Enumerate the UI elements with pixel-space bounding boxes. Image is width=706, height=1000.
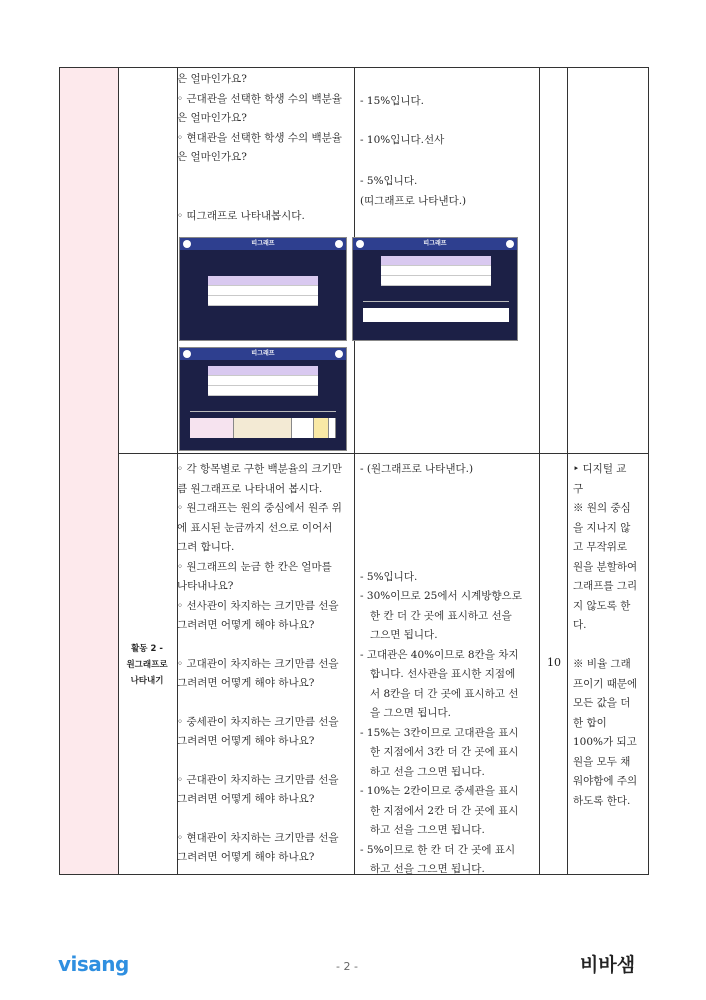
activity-minutes: 10 <box>547 656 561 669</box>
divider <box>539 67 540 237</box>
tape-segment <box>329 418 336 438</box>
top-answers: - 15%입니다. - 10%입니다.선사 - 5%입니다. (띠그래프로 나타낸다.) <box>360 95 467 207</box>
divider <box>354 452 355 875</box>
top-questions: 은 얼마인가요? ◦ 근대관을 선택한 학생 수의 백분율 은 얼마인가요? ◦ 현대관을 선택한 학생 수의 백분율 은 얼마인가요? ◦ 띠그래프로 나타내봅시다. <box>177 73 342 222</box>
tape-segment <box>234 418 292 438</box>
divider <box>354 67 355 237</box>
screenshot-ddi-graph-1 <box>179 237 347 341</box>
activity-notes: ‣ 디지털 교 구 ※ 원의 중심 을 지나지 않 고 무작위로 원을 분할하여 그래프를 그리 지 않도록 한 다. ※ 비율 그래 프이기 때문에 모든 값을 더 한 합이 100%가 되고 원을 모두 채 워야함에 주의 하도록 한다. <box>573 463 638 807</box>
band-graph-tape <box>190 418 336 438</box>
tape-segment <box>314 418 329 438</box>
tape-segment <box>292 418 314 438</box>
activity-answers: - (원그래프로 나타낸다.) - 5%입니다. - 30%이므로 25에서 시계방향으로 한 칸 더 간 곳에 표시하고 선을 그으면 됩니다. - 고대관은 40%이므로 8칸을 차지 합니다. 선사관을 표시한 지점에 서 8칸을 더 간 곳에 표시하고 선 을 그으면 됩니다. - 15%는 3칸이므로 고대관을 표시 한 지점에서 3칸 더 간 곳에 표시 하고 선을 그으면 됩니다. - 10%는 2칸이므로 중세관을 표시 한 지점에서 2칸 더 간 곳에 표시 하고 선을 그으면 됩니다. - 5%이므로 한 칸 더 간 곳에 표시 하고 선을 그으면 됩니다. <box>360 463 522 875</box>
screenshot-ddi-graph-3: 띠그래프 <box>179 347 347 451</box>
activity-questions: ◦ 각 항목별로 구한 백분율의 크기만 큼 원그래프로 나타내어 봅시다. ◦ 원그래프는 원의 중심에서 원주 위 에 표시된 눈금까지 선으로 이어서 그려 합니다. ◦ 원그래프의 눈금 한 칸은 얼마를 나타내나요? ◦ 선사관이 차지하는 크기만큼 선을 그려려면 어떻게 해야 하나요? ◦ 고대관이 차지하는 크기만큼 선을 그려려면 어떻게 해야 하나요? ◦ 중세관이 차지하는 크기만큼 선을 그려려면 어떻게 해야 하나요? ◦ 근대관이 차지하는 크기만큼 선을 그려려면 어떻게 해야 하나요? ◦ 현대관이 차지하는 크기만큼 선을 그려려면 어떻게 해야 하나요? <box>177 463 342 863</box>
activity-label: 활동 2 - 원그래프로 나타내기 <box>126 644 168 686</box>
vivasam-brand: 비바샘 <box>580 954 636 976</box>
screenshot-ddi-graph-2: 띠그래프 <box>352 237 518 341</box>
screen-title: 띠그래프 <box>180 238 346 250</box>
pink-stage-column <box>60 68 119 874</box>
page-number: - 2 - <box>336 960 358 973</box>
tape-segment <box>190 418 234 438</box>
visang-logo: visang <box>58 952 129 976</box>
